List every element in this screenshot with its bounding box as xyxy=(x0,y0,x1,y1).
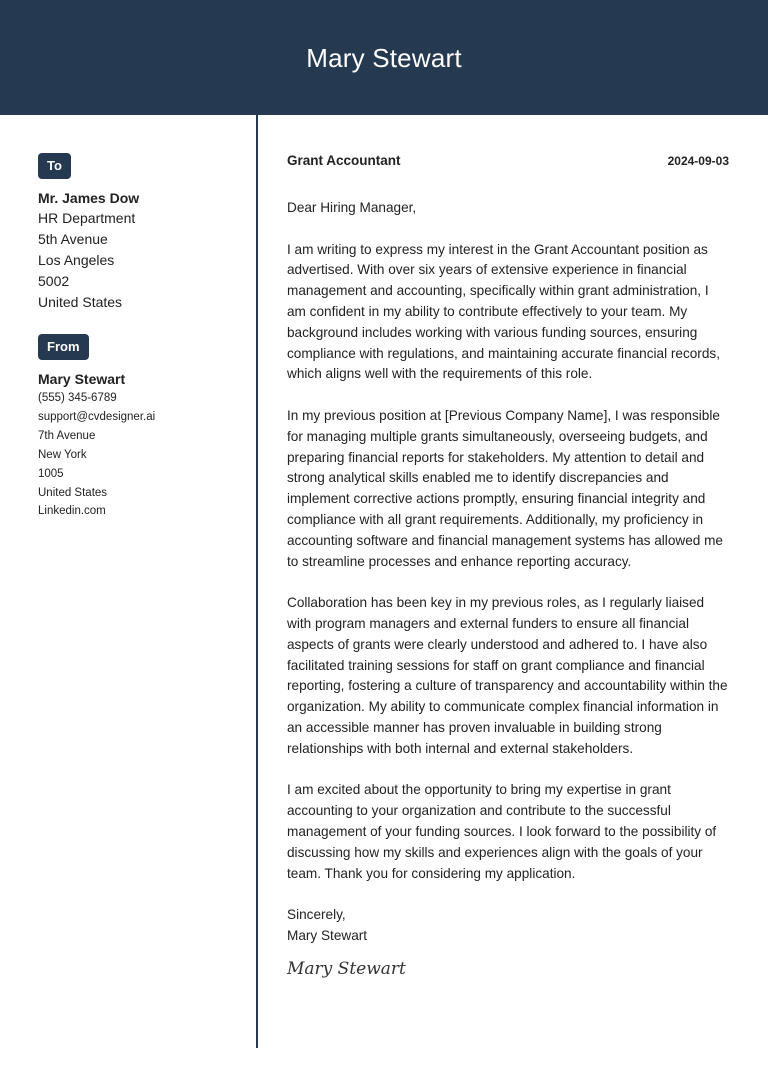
paragraph-2: In my previous position at [Previous Company Name], I was responsible for managing multiple grants simultaneously, overseeing budgets, and preparing financial reports for stakeholders. My attention to detail and strong analytical skills enabled me to identify discrepancies and implement corrective actions promptly, ensuring financial integrity and compliance with all grant requirements. Additionally, my proficiency in accounting software and financial management systems has allowed me to streamline processes and enhance reporting accuracy. xyxy=(287,407,723,569)
sender-email: support@cvdesigner.ai xyxy=(38,410,156,423)
letter-text xyxy=(287,198,729,979)
sidebar xyxy=(38,153,243,521)
recipient-postal-code: 5002 xyxy=(38,273,70,289)
paragraph-3: Collaboration has been key in my previous roles, as I regularly liaised with program managers and external funders to ensure all financial aspects of grants were clearly understood and adhered to. I have also facilitated training sessions for staff on grant compliance and financial reporting, fostering a culture of transparency and accountability within the organization. My ability to communicate complex financial information in an accessible manner has proven invaluable in building strong relationships with both internal and external stakeholders. xyxy=(287,595,728,756)
letter-body xyxy=(287,153,729,979)
sender-city: New York xyxy=(38,448,87,461)
paragraph-4: I am excited about the opportunity to bring my expertise in grant accounting to your organization and contribute to the successful management of your funding sources. I look forward to the possibility of discussing how my skills and experiences align with the goals of your team. Thank you for considering my application. xyxy=(287,782,717,881)
sender-postal-code: 1005 xyxy=(38,467,64,480)
from-badge: From xyxy=(38,334,89,360)
header-banner xyxy=(0,0,768,115)
closing-name: Mary Stewart xyxy=(287,927,368,943)
recipient-country: United States xyxy=(38,294,123,310)
sender-phone: (555) 345-6789 xyxy=(38,392,117,404)
job-title: Grant Accountant xyxy=(287,153,401,168)
letter-date: 2024-09-03 xyxy=(667,154,729,168)
recipient-section xyxy=(38,153,243,313)
sender-name: Mary Stewart xyxy=(38,371,126,387)
salutation: Dear Hiring Manager, xyxy=(287,200,417,215)
recipient-name: Mr. James Dow xyxy=(38,190,140,206)
sender-street: 7th Avenue xyxy=(38,429,96,442)
to-badge: To xyxy=(38,153,71,179)
closing: Sincerely, xyxy=(287,907,346,923)
recipient-department: HR Department xyxy=(38,210,136,226)
header-name: Mary Stewart xyxy=(306,43,462,73)
paragraph-1: I am writing to express my interest in the Grant Accountant position as advertised. With over six years of extensive experience in financial management and accounting, specifically within grant administration, I am confident in my ability to contribute effectively to your team. My background includes working with various funding sources, ensuring compliance with regulations, and maintaining accurate financial records, which aligns well with the requirements of this role. xyxy=(287,241,720,382)
recipient-city: Los Angeles xyxy=(38,252,115,268)
sender-section xyxy=(38,334,243,521)
letter-topline xyxy=(287,153,729,168)
signature: Mary Stewart xyxy=(287,958,406,979)
sender-country: United States xyxy=(38,486,108,499)
recipient-street: 5th Avenue xyxy=(38,231,108,247)
column-divider xyxy=(256,115,258,1048)
sender-linkedin: Linkedin.com xyxy=(38,505,106,518)
